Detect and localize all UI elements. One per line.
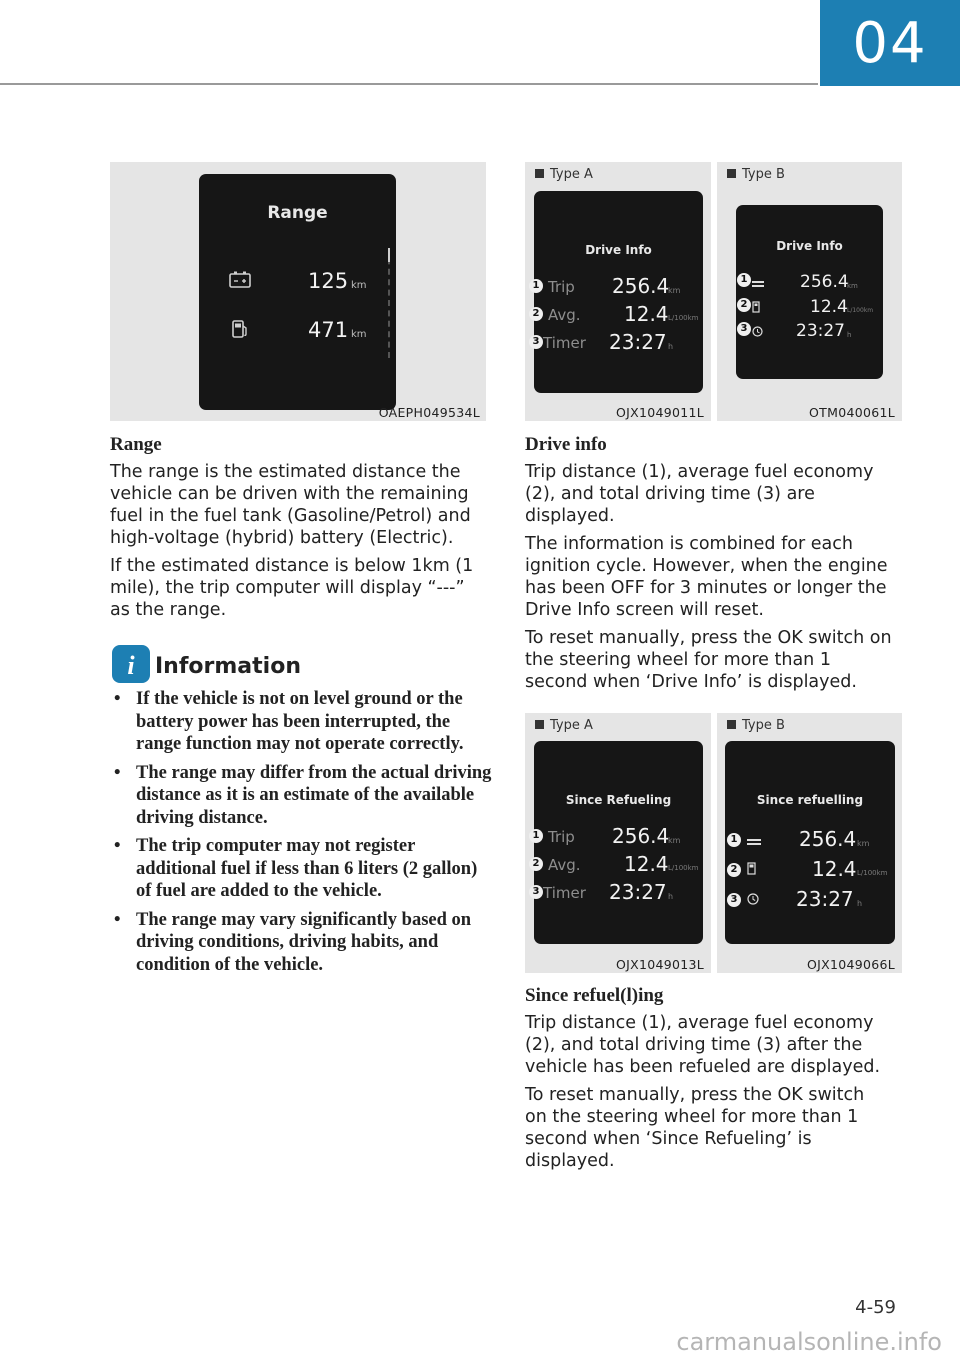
- avg-value-b: 12.4: [810, 297, 848, 317]
- drive-info-screen-b: [736, 205, 883, 379]
- drive-info-paragraph-1: Trip distance (1), average fuel economy (2), and total driving time (3) are displayed.: [525, 462, 874, 526]
- range-paragraph-1: The range is the estimated distance the vehicle can be driven with the remaining fuel in the fuel tank (Gasoline/Petrol) and high-voltage (hybrid) battery (Electric).: [110, 462, 471, 548]
- header-rule: [0, 83, 818, 85]
- trip-value: 256.4: [612, 824, 670, 848]
- trip-value: 256.4: [612, 274, 670, 298]
- drive-info-paragraph-3: To reset manually, press the OK switch on the steering wheel for more than 1 second when ‘Drive Info’ is displayed.: [525, 628, 892, 692]
- fuel-pump-icon: [231, 319, 249, 344]
- timer-value-b: 23:27: [796, 321, 845, 341]
- type-a-label: Type A: [535, 167, 593, 182]
- range-paragraph-2: If the estimated distance is below 1km (1 mile), the trip computer will display “---” as the range.: [110, 556, 474, 620]
- avg-unit-b: L/100km: [847, 307, 874, 314]
- type-b-label: Type B: [727, 167, 785, 182]
- row-label-trip: Trip: [548, 828, 575, 846]
- timer-unit-b: h: [847, 331, 852, 339]
- marker-3: 3: [727, 893, 741, 907]
- fuel-pump-icon: [747, 862, 758, 880]
- page-number: 4-59: [855, 1297, 896, 1318]
- row-label-timer: Timer: [543, 884, 586, 902]
- avg-unit: L/100km: [668, 864, 699, 872]
- row-label-avg: Avg.: [548, 306, 581, 324]
- range-battery-value: 125: [308, 269, 349, 293]
- information-title: Information: [155, 654, 301, 679]
- trip-unit: km: [668, 286, 681, 295]
- timer-value: 23:27: [609, 330, 667, 354]
- refuel-code-b: OJX1049066L: [806, 957, 895, 972]
- drive-info-paragraph-2: The information is combined for each ignition cycle. However, when the engine has been OFF for 3 minutes or longer the Drive Info screen will reset.: [525, 534, 888, 620]
- refuel-code-a: OJX1049013L: [615, 957, 704, 972]
- trip-value-b: 256.4: [800, 272, 849, 292]
- refuel-figure-type-b: [717, 713, 902, 973]
- range-scrollbar: [388, 248, 392, 358]
- battery-icon: [229, 271, 253, 294]
- avg-unit: L/100km: [668, 314, 699, 322]
- drive-info-code-a: OJX1049011L: [615, 405, 704, 420]
- trip-unit-b: km: [857, 839, 870, 848]
- marker-3: 3: [529, 885, 543, 899]
- info-icon: [112, 645, 150, 688]
- refuel-paragraph-2: To reset manually, press the OK switch on the steering wheel for more than 1 second when ‘Since Refueling’ is displayed.: [525, 1085, 865, 1171]
- range-heading: Range: [110, 434, 162, 455]
- timer-unit: h: [668, 342, 674, 351]
- marker-3: 3: [529, 335, 543, 349]
- type-a-label: Type A: [535, 718, 593, 733]
- clock-icon: [747, 892, 759, 910]
- marker-2: 2: [529, 857, 543, 871]
- trip-value-b: 256.4: [799, 827, 857, 851]
- information-item: • If the vehicle is not on level ground or the battery power has been interrupted, the range function may not operate correctly.: [110, 688, 492, 756]
- timer-unit-b: h: [857, 899, 863, 908]
- refuel-screen-a: [534, 741, 703, 944]
- information-item: • The trip computer may not register additional fuel if less than 6 liters (2 gallon) of fuel are added to the vehicle.: [110, 835, 492, 903]
- marker-2: 2: [737, 298, 751, 312]
- timer-value: 23:27: [609, 880, 667, 904]
- refuel-screen-b: [725, 741, 895, 944]
- refuel-heading: Since refuel(l)ing: [525, 985, 664, 1006]
- range-figure-code: OAEPH049534L: [378, 405, 480, 420]
- avg-value-b: 12.4: [812, 857, 857, 881]
- drive-info-title-a: Drive Info: [585, 243, 652, 257]
- marker-1: 1: [529, 829, 543, 843]
- avg-value: 12.4: [624, 852, 669, 876]
- refuel-title-b: Since refuelling: [756, 793, 864, 807]
- information-item: • The range may vary significantly based on driving conditions, driving habits, and condition of the vehicle.: [110, 909, 492, 977]
- chapter-tab: 04: [820, 0, 960, 86]
- information-list: [110, 688, 492, 982]
- drive-info-title-b: Drive Info: [776, 239, 843, 253]
- marker-1: 1: [529, 279, 543, 293]
- trip-icon: [747, 834, 761, 852]
- row-label-timer: Timer: [543, 334, 586, 352]
- drive-info-figure-type-b: [717, 162, 902, 421]
- range-screen-title: Range: [267, 203, 328, 223]
- drive-info-code-b: OTM040061L: [809, 405, 895, 420]
- range-figure: [110, 162, 486, 421]
- drive-info-screen-a: [534, 191, 703, 393]
- marker-2: 2: [727, 863, 741, 877]
- row-label-avg: Avg.: [548, 856, 581, 874]
- avg-unit-b: L/100km: [857, 869, 888, 877]
- avg-value: 12.4: [624, 302, 669, 326]
- trip-icon: [752, 276, 764, 294]
- timer-value-b: 23:27: [796, 887, 854, 911]
- range-fuel-unit: km: [351, 329, 367, 340]
- marker-1: 1: [737, 273, 751, 287]
- range-battery-unit: km: [351, 280, 367, 291]
- refuel-figure-type-a: [525, 713, 711, 973]
- fuel-pump-icon: [752, 300, 762, 318]
- range-fuel-value: 471: [308, 318, 349, 342]
- trip-unit: km: [668, 836, 681, 845]
- drive-info-figure-type-a: [525, 162, 711, 421]
- marker-3: 3: [737, 322, 751, 336]
- marker-1: 1: [727, 833, 741, 847]
- refuel-title-a: Since Refueling: [565, 793, 672, 807]
- marker-2: 2: [529, 307, 543, 321]
- svg-text:i: i: [127, 651, 135, 680]
- refuel-paragraph-1: Trip distance (1), average fuel economy (2), and total driving time (3) after the vehicle has been refueled are displayed.: [525, 1013, 881, 1077]
- timer-unit: h: [668, 892, 674, 901]
- watermark: carmanualsonline.info: [676, 1328, 942, 1356]
- information-item: • The range may differ from the actual driving distance as it is an estimate of the available driving distance.: [110, 762, 492, 830]
- type-b-label: Type B: [727, 718, 785, 733]
- range-screen: [199, 174, 396, 410]
- clock-icon: [752, 324, 763, 342]
- drive-info-heading: Drive info: [525, 434, 607, 455]
- row-label-trip: Trip: [548, 278, 575, 296]
- trip-unit-b: km: [847, 282, 858, 290]
